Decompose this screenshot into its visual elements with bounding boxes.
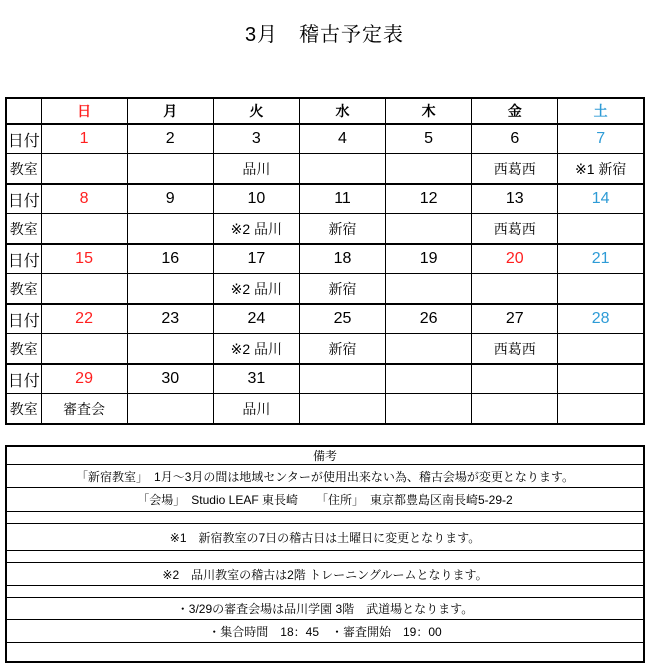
room-cell: 西葛西: [472, 214, 558, 245]
room-cell: [41, 214, 127, 245]
room-cell: [127, 154, 213, 185]
date-cell: 22: [41, 304, 127, 334]
date-cell: 2: [127, 124, 213, 154]
row-label-date: 日付: [6, 124, 41, 154]
week1-room-row: [6, 154, 644, 185]
date-cell: 10: [213, 184, 299, 214]
room-cell: [386, 154, 472, 185]
weekday-tue: 火: [213, 98, 299, 124]
room-cell: [41, 154, 127, 185]
remark-spacer: [6, 551, 644, 563]
week3-room-row: [6, 274, 644, 305]
room-cell: [41, 274, 127, 305]
weekday-header-row: [6, 98, 644, 124]
remark-spacer: [6, 512, 644, 524]
week2-date-row: [6, 184, 644, 214]
row-label-room: 教室: [6, 334, 41, 365]
room-cell: [472, 274, 558, 305]
room-cell: 西葛西: [472, 154, 558, 185]
remark-spacer: [6, 643, 644, 663]
room-cell: [472, 394, 558, 425]
room-cell: [558, 274, 644, 305]
date-cell: 7: [558, 124, 644, 154]
remark-line: 「会場」 Studio LEAF 東長崎 「住所」 東京都豊島区南長崎5-29-2: [6, 488, 644, 512]
remark-line: ※1 新宿教室の7日の稽古日は土曜日に変更となります。: [6, 524, 644, 551]
room-cell: [558, 334, 644, 365]
date-cell: 1: [41, 124, 127, 154]
date-cell: 31: [213, 364, 299, 394]
weekday-thu: 木: [386, 98, 472, 124]
room-cell: 品川: [213, 154, 299, 185]
corner-cell: [6, 98, 41, 124]
room-cell: [558, 394, 644, 425]
remark-line: 「新宿教室」 1月～3月の間は地域センターが使用出来ない為、稽古会場が変更となります。: [6, 465, 644, 488]
date-cell: 26: [386, 304, 472, 334]
row-label-room: 教室: [6, 214, 41, 245]
room-cell: [299, 154, 385, 185]
date-cell: [472, 364, 558, 394]
date-cell: [386, 364, 472, 394]
date-cell: 3: [213, 124, 299, 154]
date-cell: 12: [386, 184, 472, 214]
week5-room-row: [6, 394, 644, 425]
room-cell: [386, 214, 472, 245]
date-cell: 13: [472, 184, 558, 214]
row-label-date: 日付: [6, 304, 41, 334]
room-cell: [386, 394, 472, 425]
date-cell: [299, 364, 385, 394]
room-cell: [558, 214, 644, 245]
room-cell: [127, 394, 213, 425]
date-cell: [558, 364, 644, 394]
row-label-room: 教室: [6, 394, 41, 425]
date-cell: 20: [472, 244, 558, 274]
date-cell: 16: [127, 244, 213, 274]
date-cell: 9: [127, 184, 213, 214]
room-cell: 品川: [213, 394, 299, 425]
weekday-fri: 金: [472, 98, 558, 124]
date-cell: 15: [41, 244, 127, 274]
weekday-sat: 土: [558, 98, 644, 124]
room-cell: ※2 品川: [213, 274, 299, 305]
room-cell: [386, 274, 472, 305]
room-cell: 新宿: [299, 274, 385, 305]
room-cell: [299, 394, 385, 425]
row-label-room: 教室: [6, 274, 41, 305]
remark-line: ※2 品川教室の稽古は2階 トレーニングルームとなります。: [6, 563, 644, 586]
room-cell: [127, 214, 213, 245]
date-cell: 5: [386, 124, 472, 154]
room-cell: ※1 新宿: [558, 154, 644, 185]
date-cell: 6: [472, 124, 558, 154]
weekday-wed: 水: [299, 98, 385, 124]
date-cell: 25: [299, 304, 385, 334]
date-cell: 19: [386, 244, 472, 274]
remark-line: ・集合時間 18：45 ・審査開始 19：00: [6, 620, 644, 643]
row-label-date: 日付: [6, 244, 41, 274]
room-cell: 新宿: [299, 334, 385, 365]
weekday-mon: 月: [127, 98, 213, 124]
weekday-sun: 日: [41, 98, 127, 124]
week4-room-row: [6, 334, 644, 365]
room-cell: ※2 品川: [213, 334, 299, 365]
page-title: 3月 稽古予定表: [244, 24, 405, 46]
room-cell: [127, 334, 213, 365]
schedule-table: [5, 97, 645, 425]
date-cell: 30: [127, 364, 213, 394]
date-cell: 14: [558, 184, 644, 214]
row-label-date: 日付: [6, 184, 41, 214]
week2-room-row: [6, 214, 644, 245]
week3-date-row: [6, 244, 644, 274]
schedule-page: [0, 18, 649, 668]
date-cell: 27: [472, 304, 558, 334]
remark-line: ・3/29の審査会場は品川学園 3階 武道場となります。: [6, 598, 644, 620]
week4-date-row: [6, 304, 644, 334]
week5-date-row: [6, 364, 644, 394]
room-cell: 西葛西: [472, 334, 558, 365]
date-cell: 21: [558, 244, 644, 274]
week1-date-row: [6, 124, 644, 154]
remark-spacer: [6, 586, 644, 598]
remarks-header: 備考: [6, 446, 644, 465]
room-cell: [127, 274, 213, 305]
room-cell: 審査会: [41, 394, 127, 425]
room-cell: ※2 品川: [213, 214, 299, 245]
room-cell: [41, 334, 127, 365]
date-cell: 24: [213, 304, 299, 334]
date-cell: 4: [299, 124, 385, 154]
date-cell: 17: [213, 244, 299, 274]
date-cell: 29: [41, 364, 127, 394]
date-cell: 18: [299, 244, 385, 274]
room-cell: 新宿: [299, 214, 385, 245]
date-cell: 11: [299, 184, 385, 214]
date-cell: 28: [558, 304, 644, 334]
row-label-room: 教室: [6, 154, 41, 185]
date-cell: 8: [41, 184, 127, 214]
remarks-table: [5, 445, 645, 663]
room-cell: [386, 334, 472, 365]
date-cell: 23: [127, 304, 213, 334]
row-label-date: 日付: [6, 364, 41, 394]
